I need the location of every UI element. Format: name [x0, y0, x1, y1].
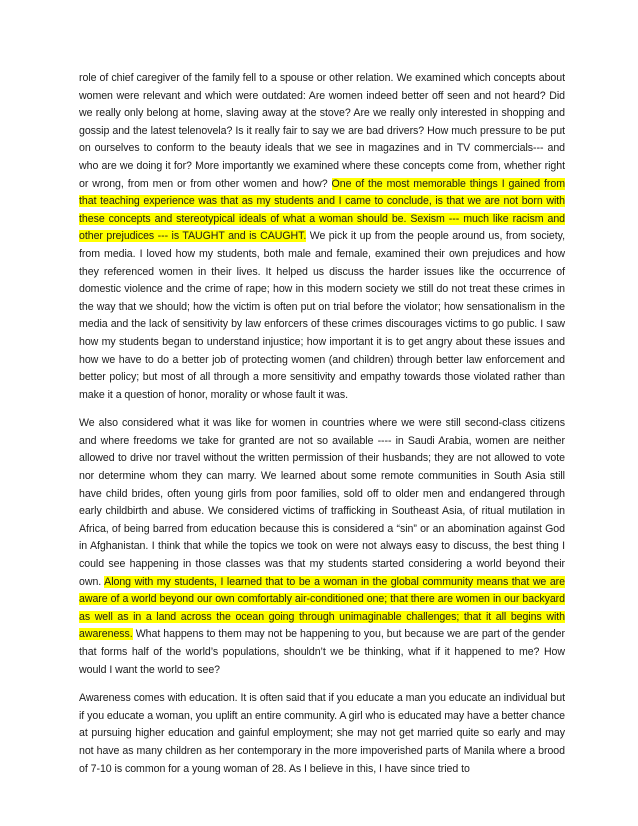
paragraph-2 [79, 415, 565, 679]
paragraph-2-text-2: What happens to them may not be happening to you, but because we are part of the gender that forms half of the world’s populations, shouldn’t we be thinking, what if it happened to me? How would I want the world to see? [79, 628, 565, 676]
paragraph-3 [79, 690, 565, 778]
highlighted-passage-1: One of the most memorable things I gained from that teaching experience was that as my students and I came to conclude, is that we are not born with these concepts and stereotypical ideals of what a woman should be. Sexism --- much like racism and other prejudices --- is TAUGHT and is CAUGHT. [79, 177, 566, 243]
paragraph-1-text-1: role of chief caregiver of the family fell to a spouse or other relation. We examined which concepts about women were relevant and which were outdated: Are women indeed better off seen and not heard? Did we really only belong at home, slaving away at the stove? Are we really only interested in shopping and gossip and the latest telenovela? Is it really fair to say we are bad drivers? How much pressure to be put on ourselves to conform to the beauty ideals that we see in magazines and in TV commercials--- and who are we doing it for? More importantly we examined where these concepts come from, whether right or wrong, from men or from other women and how? [79, 72, 565, 190]
paragraph-2-text-1: We also considered what it was like for women in countries where we were still second-class citizens and where freedoms we take for granted are not so available ---- in Saudi Arabia, women are neither allowed to drive nor travel without the written permission of their husbands; they are not allowed to vote nor determine whom they can marry. We learned about some remote communities in South Asia still have child brides, often young girls from poor families, sold off to older men and endangered through early childbirth and abuse. We considered victims of trafficking in Southeast Asia, of ritual mutilation in Africa, of being barred from education because this is considered a “sin” or an abomination against God in Afghanistan. I think that while the topics we took on were not always easy to discuss, the best thing I could see happening in those classes was that my students started considering a world beyond their own. [79, 417, 565, 588]
highlighted-passage-2: Along with my students, I learned that to be a woman in the global community means that we are aware of a world beyond our own comfortably air-conditioned one; that there are women in our backyard as well as in a land across the ocean going through unimaginable challenges; that it all begins with awareness. [79, 575, 565, 641]
paragraph-1 [79, 70, 565, 404]
paragraph-1-text-2: We pick it up from the people around us, from society, from media. I loved how my students, both male and female, examined their own prejudices and how they referenced women in their lives. It helped us discuss the harder issues like the occurrence of domestic violence and the crime of rape; how in this modern society we still do not treat these crimes in the way that we should; how the victim is often put on trial before the violator; how sensationalism in the media and the lack of sensitivity by law enforcers of these crimes discourages victims to go public. I saw how my students began to understand injustice; how important it is to get angry about these issues and how we have to do a better job of protecting women (and children) through better law enforcement and better policy; but most of all through a more sensitivity and empathy towards those violated rather than make it a question of honor, morality or whose fault it was. [79, 230, 566, 401]
paragraph-3-text-1: Awareness comes with education. It is often said that if you educate a man you educate an individual but if you educate a woman, you uplift an entire community. A girl who is educated may have a better chance at pursuing higher education and gainful employment; she may not get married quite so early and may not have as many children as her contemporary in the more impoverished parts of Manila where a brood of 7-10 is common for a young woman of 28. As I believe in this, I have since tried to [79, 692, 565, 775]
